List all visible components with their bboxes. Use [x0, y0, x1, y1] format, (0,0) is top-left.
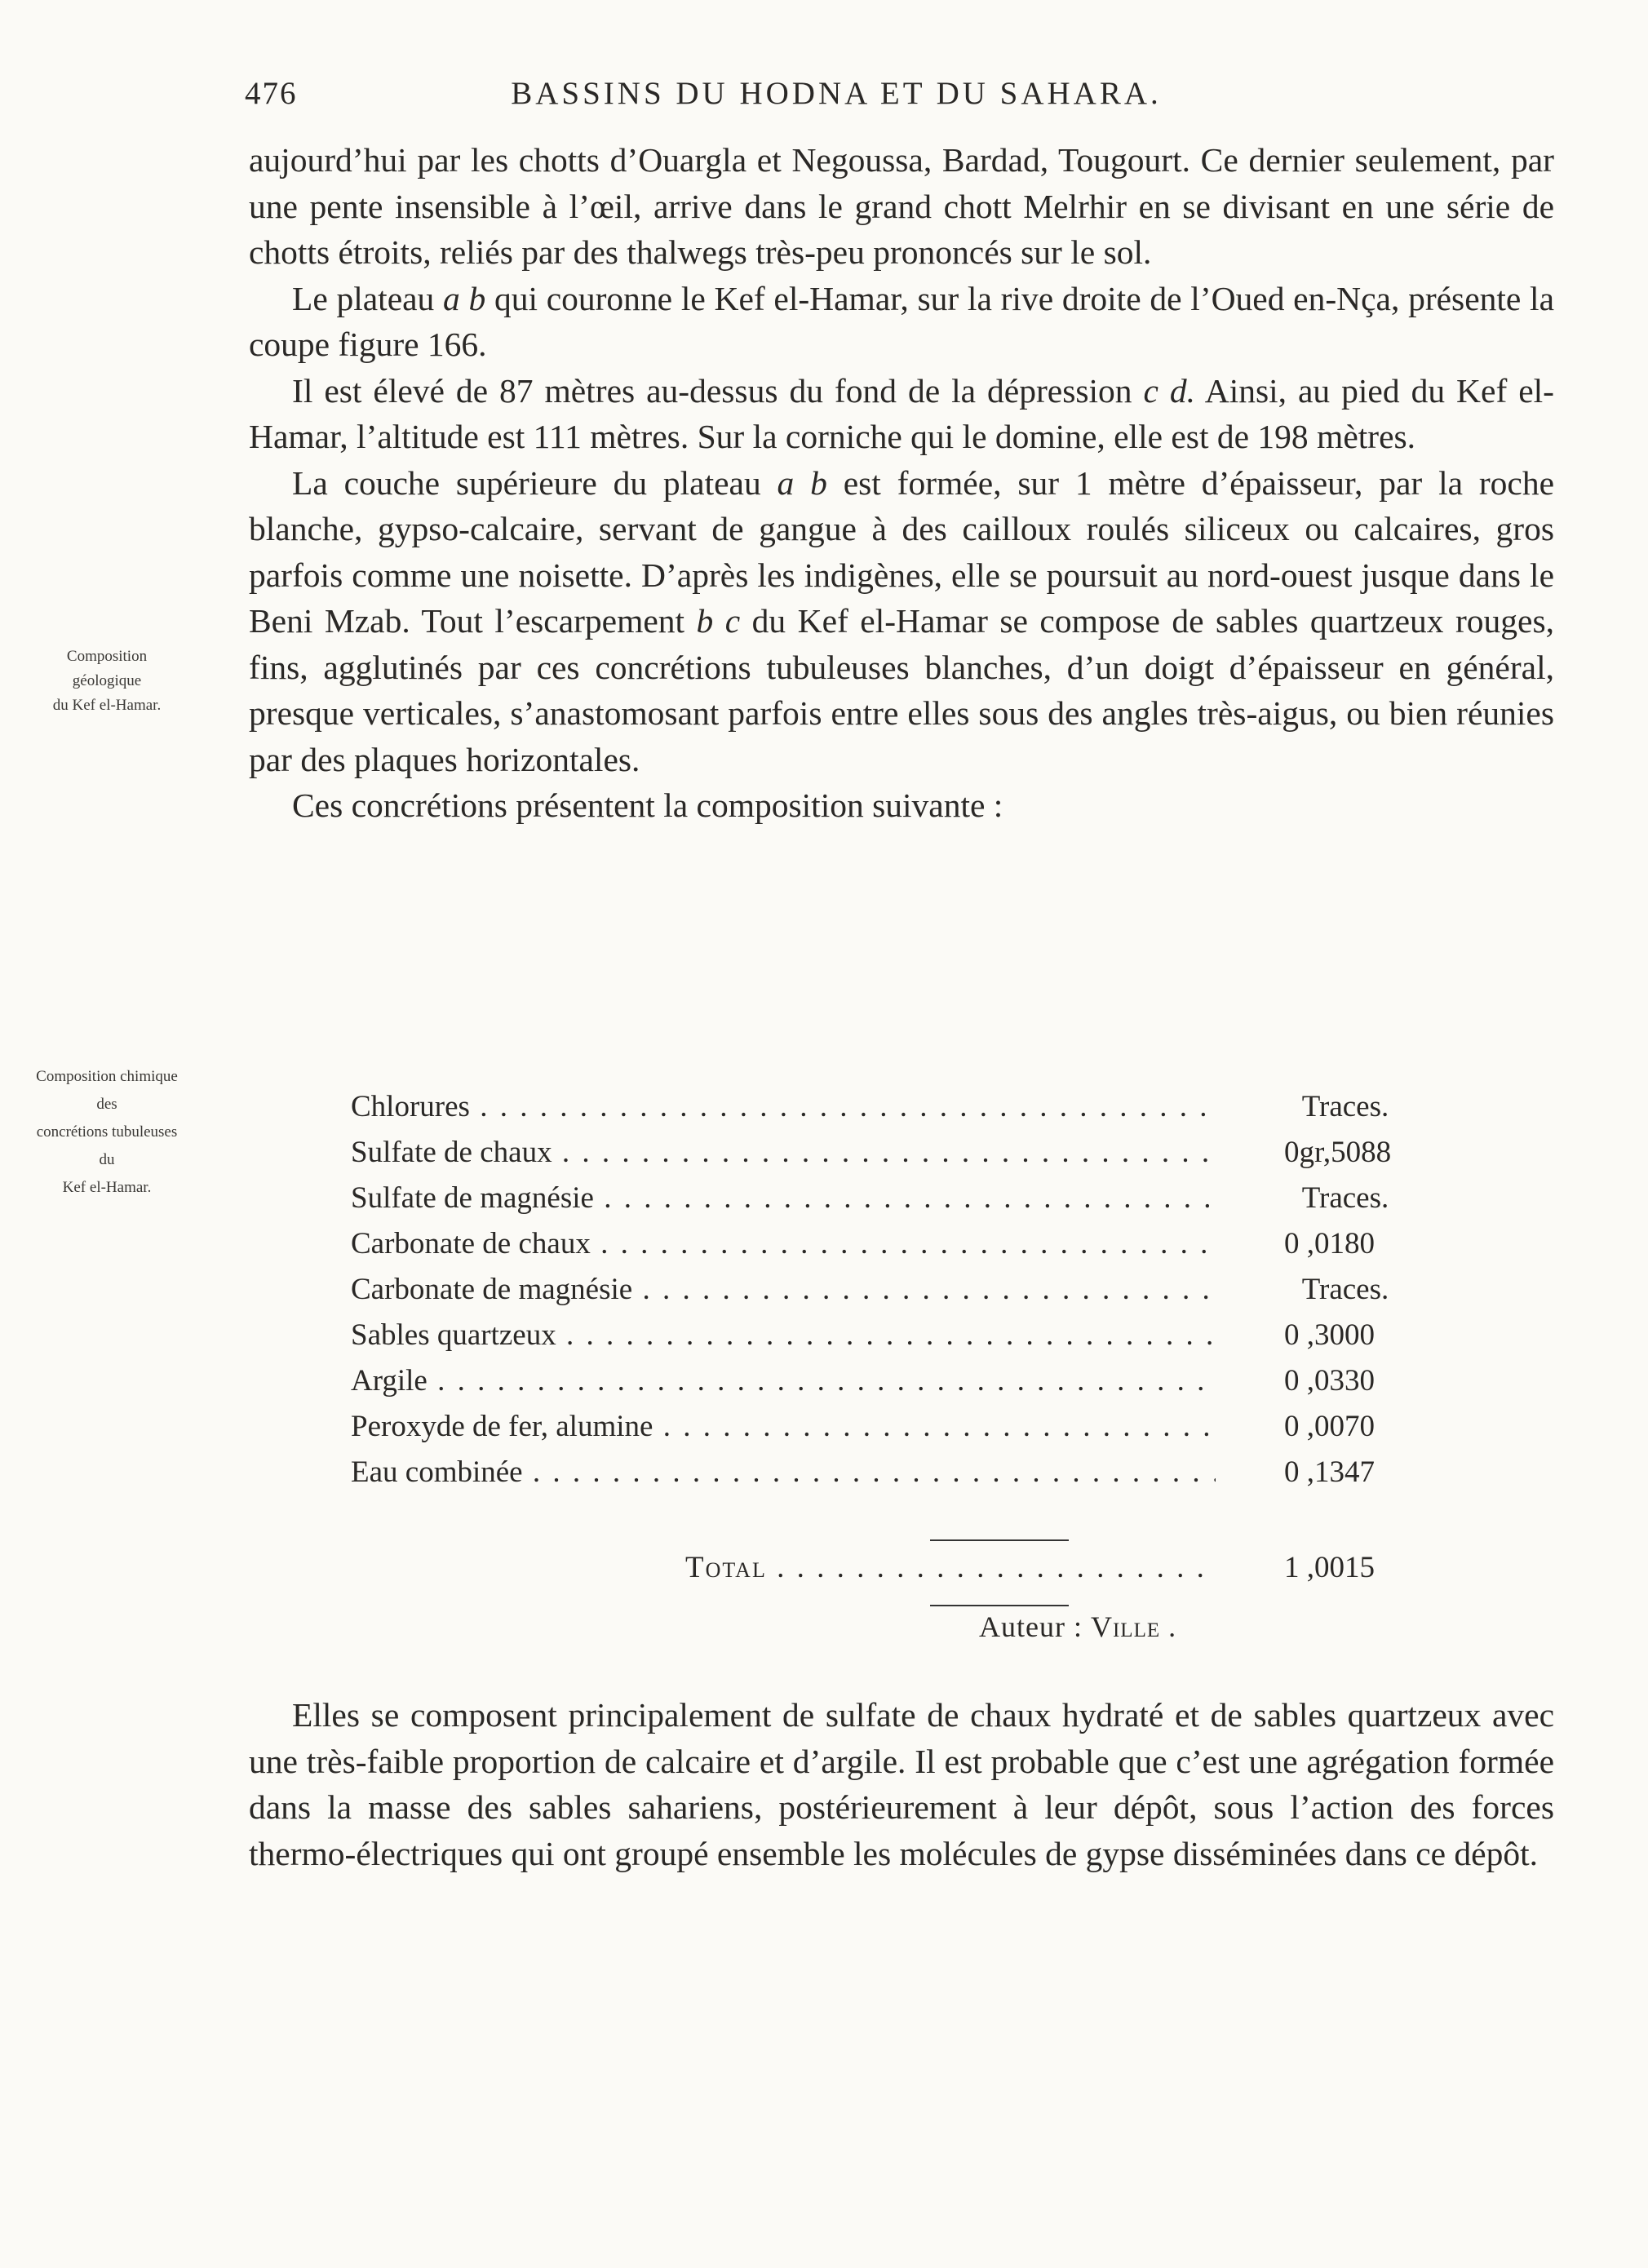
- table-row: [351, 1262, 1411, 1308]
- margin-note-line: du: [99, 1151, 115, 1168]
- row-label: Argile . . .: [351, 1363, 1216, 1398]
- table-row: [351, 1079, 1411, 1125]
- paragraph: Elles se composent principalement de sulfate de chaux hydraté et de sables quartzeux avec une très-faible proportion de calcaire et d’argile. Il est probable que c’est une agrégation formée dans la masse des sables sahariens, postérieurement à leur dépôt, sous l’action des forces thermo-électriques qui ont groupé ensemble les molécules de gypse disséminées dans ce dépôt.: [249, 1696, 1554, 1872]
- row-value: Traces.: [1301, 1181, 1389, 1215]
- table-row: [351, 1216, 1411, 1262]
- row-label: Peroxyde de fer, alumine . . .: [351, 1409, 1216, 1444]
- total-rule: [930, 1605, 1069, 1606]
- row-label: Carbonate de magnésie . . .: [351, 1272, 1216, 1307]
- paragraph: aujourd’hui par les chotts d’Ouargla et Negoussa, Bardad, Tougourt. Ce dernier seulement, par une pente insensible à l’œil, arrive dans le grand chott Melrhir en se divisant en une série de chotts étroits, reliés par des thalwegs très-peu prononcés sur le sol.: [249, 141, 1554, 271]
- paragraph: Le plateau a b qui couronne le Kef el-Hamar, sur la rive droite de l’Oued en-Nça, présente la coupe figure 166.: [249, 279, 1554, 363]
- margin-note-geological: [0, 645, 214, 718]
- margin-note-line: Composition: [66, 648, 148, 665]
- composition-table: [351, 1079, 1411, 1584]
- header-title: BASSINS DU HODNA ET DU SAHARA.: [511, 76, 1162, 111]
- margin-note-line: du Kef el-Hamar.: [52, 697, 162, 714]
- margin-note-line: des: [96, 1096, 117, 1113]
- row-label: Sulfate de chaux . . .: [351, 1135, 1216, 1170]
- margin-note-line: Composition chimique: [36, 1068, 178, 1085]
- total-value: 1 ,0015: [1284, 1551, 1375, 1584]
- paragraph: Il est élevé de 87 mètres au-dessus du fond de la dépression c d. Ainsi, au pied du Kef el-Hamar, l’altitude est 111 mètres. Sur la corniche qui le domine, elle est de 198 mètres.: [249, 371, 1555, 455]
- row-value: 0 ,0180: [1284, 1227, 1375, 1260]
- table-row: [351, 1308, 1411, 1353]
- paragraph: Ces concrétions présentent la composition suivante :: [292, 786, 1003, 824]
- row-value: 0 ,1347: [1284, 1455, 1375, 1489]
- row-label: Carbonate de chaux . . .: [351, 1226, 1216, 1261]
- row-value: 0 ,3000: [1284, 1318, 1375, 1352]
- body-text-upper: [249, 137, 1554, 829]
- row-value: 0 ,0070: [1284, 1410, 1375, 1443]
- row-value: 0 ,0330: [1284, 1364, 1375, 1398]
- body-text-lower: [249, 1692, 1554, 1876]
- row-label: Sulfate de magnésie . . .: [351, 1181, 1216, 1216]
- margin-note-line: Kef el-Hamar.: [62, 1179, 152, 1196]
- table-row: [351, 1171, 1411, 1216]
- margin-note-line: géologique: [72, 672, 142, 689]
- author-name: Ville: [1090, 1610, 1161, 1643]
- row-label: Chlorures . . .: [351, 1089, 1216, 1124]
- row-value: 0gr,5088: [1284, 1136, 1392, 1169]
- sum-rule: [930, 1539, 1069, 1541]
- row-value: Traces.: [1301, 1273, 1389, 1306]
- row-label: Eau combinée . . .: [351, 1455, 1216, 1490]
- margin-note-line: concrétions tubuleuses: [36, 1123, 178, 1141]
- total-row: [351, 1540, 1411, 1589]
- paragraph: La couche supérieure du plateau a b est formée, sur 1 mètre d’épaisseur, par la roche blanche, gypso-calcaire, servant de gangue à des cailloux roulés siliceux ou calcaires, gros parfois comme une noisette. D’après les indigènes, elle se poursuit au nord-ouest jusque dans le Beni Mzab. Tout l’escarpement b c du Kef el-Hamar se compose de sables quartzeux rouges, fins, agglutinés par ces concrétions tubuleuses blanches, d’un doigt d’épaisseur en général, presque verticales, s’anastomosant parfois entre elles sous des angles très-aigus, ou bien réunies par des plaques horizontales.: [249, 463, 1554, 778]
- table-row: [351, 1445, 1411, 1491]
- margin-note-chemical: [0, 1063, 214, 1202]
- total-label: Total . . .: [685, 1550, 1216, 1585]
- running-header: [245, 75, 1428, 124]
- table-row: [351, 1353, 1411, 1399]
- author-credit: Auteur : Ville .: [979, 1610, 1177, 1643]
- row-value: Traces.: [1301, 1090, 1389, 1123]
- table-row: [351, 1399, 1411, 1445]
- row-label: Sables quartzeux . . .: [351, 1318, 1216, 1353]
- table-row: [351, 1125, 1411, 1171]
- page-number: 476: [245, 76, 298, 111]
